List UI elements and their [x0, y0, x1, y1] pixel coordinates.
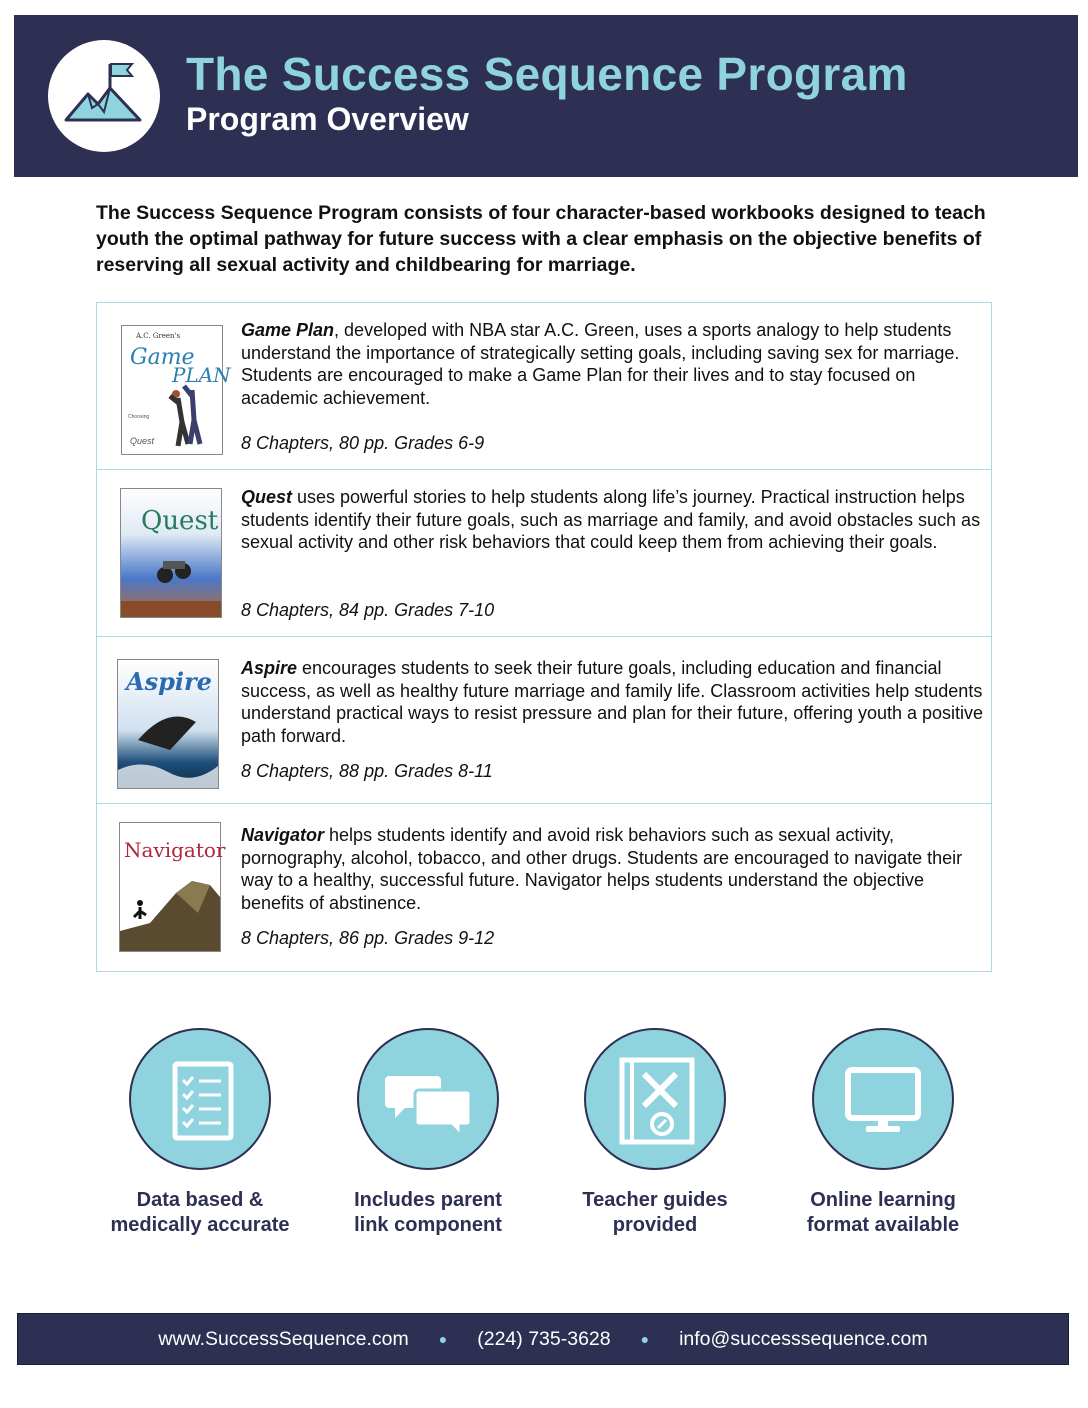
feature-label [100, 1188, 300, 1238]
svg-text:A.C. Green's: A.C. Green's [136, 332, 181, 340]
svg-text:Aspire: Aspire [126, 667, 212, 696]
feature-label-line: provided [612, 1214, 698, 1236]
feature-label-line: Data based & [136, 1189, 264, 1211]
svg-text:Navigator: Navigator [124, 838, 226, 862]
feature-online-learning [783, 1028, 983, 1238]
list-item [97, 804, 991, 971]
feature-label-line: Teacher guides [582, 1189, 728, 1211]
feature-label [555, 1188, 755, 1238]
feature-label-line: Online learning [810, 1189, 956, 1211]
svg-text:Quest: Quest [141, 506, 219, 536]
page-title: The Success Sequence Program [186, 48, 908, 100]
feature-label-line: format available [806, 1214, 960, 1236]
bullet-separator: ● [640, 1331, 650, 1347]
chat-bubbles-icon [357, 1028, 499, 1170]
feature-label-line: link component [354, 1214, 502, 1236]
book-summary: , developed with NBA star A.C. Green, uses a sports analogy to help students understand the importance of strategically setting goals, including saving sex for marriage. Students are encouraged to make a Game Plan for their lives and to stay focused on academic achievement. [241, 320, 960, 408]
list-item [97, 637, 991, 804]
book-details: 8 Chapters, 80 pp. Grades 6-9 [241, 433, 485, 453]
book-title: Navigator [241, 825, 325, 845]
feature-label-line: medically accurate [110, 1214, 290, 1236]
mountain-flag-icon [48, 40, 160, 152]
footer-contact-bar [17, 1313, 1069, 1365]
header-banner [14, 15, 1078, 177]
book-summary: encourages students to seek their future goals, including education and financial success, as well as healthy future marriage and family life. Classroom activities help students understand practical ways to resist pressure and plan for their future, offering youth a positive path forward. [241, 658, 984, 746]
list-item [97, 303, 991, 470]
game-plan-cover-image [121, 325, 231, 455]
feature-teacher-guides [555, 1028, 755, 1238]
book-title: Aspire [241, 658, 298, 678]
book-details: 8 Chapters, 88 pp. Grades 8-11 [241, 761, 493, 781]
svg-text:Choosing: Choosing [128, 414, 150, 420]
feature-data-based [100, 1028, 300, 1238]
tools-book-icon [584, 1028, 726, 1170]
page-subtitle: Program Overview [186, 101, 469, 137]
aspire-cover-image [117, 659, 219, 789]
book-description [241, 319, 987, 409]
book-title: Quest [241, 487, 293, 507]
book-description [241, 824, 987, 914]
book-title: Game Plan [241, 320, 335, 340]
book-summary: uses powerful stories to help students along life’s journey. Practical instruction helps students identify their future goals, such as marriage and family, and avoid obstacles such as sexual activity and other risk behaviors that could keep them from achieving their goals. [241, 487, 981, 552]
svg-text:Game: Game [130, 345, 195, 370]
bullet-separator: ● [438, 1331, 448, 1347]
feature-parent-link [328, 1028, 528, 1238]
svg-text:PLAN: PLAN [172, 363, 231, 387]
monitor-icon [812, 1028, 954, 1170]
phone-number[interactable]: (224) 735-3628 [477, 1327, 611, 1350]
website-link[interactable]: www.SuccessSequence.com [158, 1327, 409, 1350]
book-summary: helps students identify and avoid risk behaviors such as sexual activity, pornography, alcohol, tobacco, and other drugs. Students are encouraged to navigate their way to a healthy, successful future. Navigator helps students understand the objective benefits of abstinence. [241, 825, 963, 913]
feature-label-line: Includes parent [354, 1189, 502, 1211]
email-link[interactable]: info@successsequence.com [679, 1327, 928, 1350]
intro-paragraph: The Success Sequence Program consists of four character-based workbooks designed to teach youth the optimal pathway for future success with a clear emphasis on the objective benefits of reserving all sexual activity and childbearing for marriage. [96, 202, 986, 276]
book-details: 8 Chapters, 86 pp. Grades 9-12 [241, 928, 495, 948]
navigator-cover-image [119, 822, 226, 952]
feature-label [783, 1188, 983, 1238]
workbook-list [96, 302, 992, 972]
book-description [241, 486, 987, 554]
list-item [97, 470, 991, 637]
book-description [241, 657, 987, 747]
svg-text:Quest: Quest [130, 436, 155, 446]
checklist-icon [129, 1028, 271, 1170]
quest-cover-image [120, 488, 222, 618]
feature-label [328, 1188, 528, 1238]
book-details: 8 Chapters, 84 pp. Grades 7-10 [241, 600, 495, 620]
